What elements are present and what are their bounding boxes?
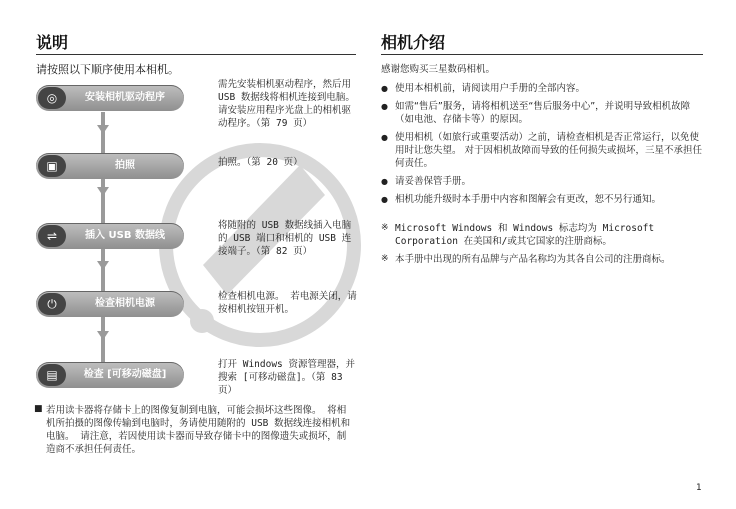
power-icon: ⏻	[38, 293, 66, 315]
step-label: 安装相机驱动程序	[85, 92, 165, 103]
list-item: ● 相机功能升级时本手册中内容和图解会有更改，恕不另行通知。	[381, 193, 703, 206]
cd-icon: ◎	[38, 87, 66, 109]
arrow-down-icon	[97, 125, 109, 134]
left-subtitle: 请按照以下顺序使用本相机。	[36, 63, 179, 76]
note-text: 若用读卡器将存储卡上的图像复制到电脑，可能会损坏这些图像。 将相机所拍摄的图像传输到电脑时，务请使用随附的 USB 数据线连接相机和电脑。 请注意，若因使用读卡器而导致存储卡中的图像遗失或损坏，制造商不承担任何责任。	[46, 405, 351, 455]
left-divider	[36, 54, 356, 55]
usb-icon: ⇌	[38, 225, 66, 247]
step-install-driver	[36, 85, 184, 111]
right-title: 相机介绍	[381, 33, 446, 52]
step-desc: 需先安装相机驱动程序，然后用 USB 数据线将相机连接到电脑。请安装应用程序光盘上的相机驱动程序。（第 79 页）	[218, 79, 355, 129]
list-item: ● 使用本相机前，请阅读用户手册的全部内容。	[381, 82, 703, 95]
step-desc: 将随附的 USB 数据线插入电脑的 USB 端口和相机的 USB 连接端子。（第 82 页）	[218, 220, 352, 257]
trademark-notes	[381, 222, 703, 271]
list-item: ● 如需“售后”服务，请将相机送至“售后服务中心”，并说明导致相机故障（如电池、存储卡等）的原因。	[381, 100, 703, 126]
camera-icon: ▣	[38, 155, 66, 177]
right-divider	[381, 54, 703, 55]
arrow-down-icon	[97, 261, 109, 270]
arrow-down-icon	[97, 331, 109, 340]
step-label: 插入 USB 数据线	[85, 230, 165, 241]
window-icon: ▤	[38, 364, 66, 386]
arrow-down-icon	[97, 187, 109, 196]
step-desc: 检查相机电源。 若电源关闭，请按相机按钮开机。	[218, 291, 357, 315]
step-desc: 拍照。（第 20 页）	[218, 157, 303, 168]
step-check-power	[36, 291, 184, 317]
list-item: ※ Microsoft Windows 和 Windows 标志均为 Microsoft Corporation 在美国和/或其它国家的注册商标。	[381, 222, 703, 248]
list-item: ● 请妥善保管手册。	[381, 175, 703, 188]
step-desc: 打开 Windows 资源管理器，并搜索 [可移动磁盘]。（第 83 页）	[218, 359, 355, 396]
step-insert-usb	[36, 223, 184, 249]
step-label: 检查 [可移动磁盘]	[83, 369, 167, 380]
step-take-photo	[36, 153, 184, 179]
step-check-disk	[36, 362, 184, 388]
intro-bullets	[381, 82, 703, 211]
card-reader-note	[34, 404, 354, 456]
list-item: ● 使用相机（如旅行或重要活动）之前，请检查相机是否正常运行，以免使用时让您失望。 对于因相机故障而导致的任何损失或损坏，三星不承担任何责任。	[381, 131, 703, 170]
list-item: ※ 本手册中出现的所有品牌与产品名称均为其各自公司的注册商标。	[381, 253, 703, 266]
step-label: 拍照	[115, 160, 135, 171]
left-title: 说明	[36, 33, 69, 52]
square-bullet-icon: ■	[34, 404, 43, 414]
intro-text: 感谢您购买三星数码相机。	[381, 64, 496, 75]
page-number: 1	[696, 483, 702, 493]
step-label: 检查相机电源	[95, 298, 155, 309]
